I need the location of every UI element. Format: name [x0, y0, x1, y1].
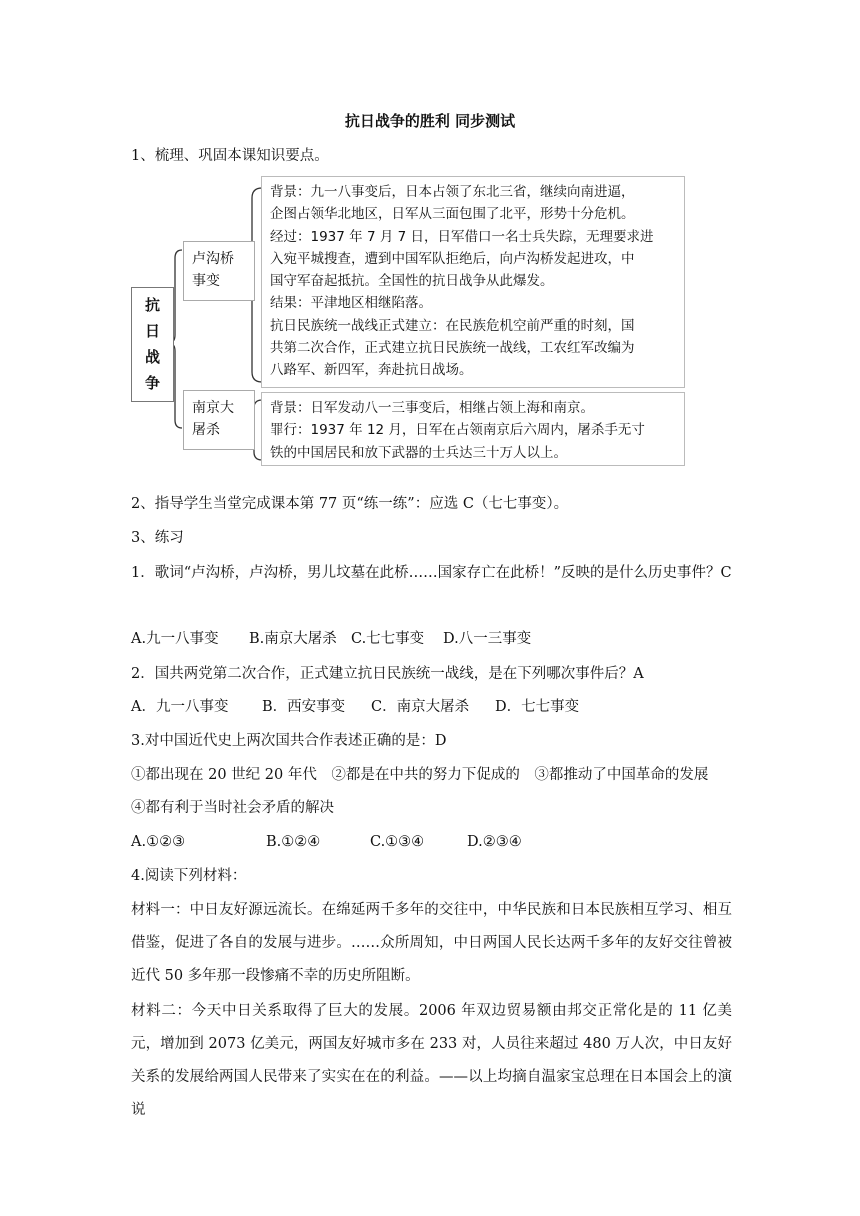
detail-line: 八路军、新四军，奔赴抗日战场。 [270, 362, 473, 379]
detail-line: 经过：1937 年 7 月 7 日，日军借口一名士兵失踪，无理要求进 [270, 228, 654, 245]
detail-line: 背景：日军发动八一三事变后，相继占领上海和南京。 [270, 400, 594, 416]
question-3-items-line-1: ①都出现在 20 世纪 20 年代 ②都是在中共的努力下促成的 ③都推动了中国革命的发展 [131, 767, 709, 783]
option-d: D.八一三事变 [443, 631, 532, 647]
root-char: 日 [144, 322, 160, 340]
option-d: D．七七事变 [495, 699, 580, 715]
question-1-options [131, 629, 531, 649]
option-b: B.南京大屠杀 [249, 631, 337, 647]
detail-line: 企图占领华北地区，日军从三面包围了北平，形势十分危机。 [270, 206, 635, 223]
option-c: C.七七事变 [351, 631, 425, 647]
branch-2-detail-box [261, 392, 685, 466]
root-box [131, 287, 174, 402]
question-3-items-line-2: ④都有利于当时社会矛盾的解决 [131, 800, 334, 816]
option-c: C.①③④ [370, 834, 425, 850]
question-4-stem: 4.阅读下列材料： [131, 868, 247, 884]
detail-line: 铁的中国居民和放下武器的士兵达三十万人以上。 [270, 444, 567, 461]
material-2: 材料二：今天中日关系取得了巨大的发展。2006 年双边贸易额由邦交正常化是的 11 亿美元，增加到 2073 亿美元，两国友好城市多在 233 对，人员往来超过 480 万人次，中日友好关系的发展给两国人民带来了实实在在的利益。——以上均摘自温家宝总理在日本国会上的演说 [131, 1003, 732, 1118]
option-a: A.九一八事变 [131, 631, 219, 647]
detail-line: 罪行：1937 年 12 月，日军在占领南京后六周内，屠杀手无寸 [270, 422, 645, 439]
option-b: B．西安事变 [262, 699, 346, 715]
branch-2-detail [270, 397, 678, 464]
branch-1-box [183, 241, 255, 301]
option-d: D.②③④ [467, 834, 522, 850]
detail-line: 结果：平津地区相继陷落。 [270, 295, 432, 312]
detail-line: 背景：九一八事变后，日本占领了东北三省，继续向南进逼， [270, 184, 635, 200]
page-title: 抗日战争的胜利 同步测试 [344, 112, 516, 130]
detail-line: 抗日民族统一战线正式建立：在民族危机空前严重的时刻，国 [270, 317, 635, 334]
branch-label-line: 屠杀 [192, 422, 220, 438]
branch-2-label [192, 397, 234, 441]
question-2-stem: 2．国共两党第二次合作，正式建立抗日民族统一战线，是在下列哪次事件后？A [131, 666, 644, 682]
branch-label-line: 卢沟桥 [192, 251, 234, 267]
branch-label-line: 事变 [192, 273, 220, 289]
section-1-heading: 1、梳理、巩固本课知识要点。 [131, 148, 329, 164]
branch-label-line: 南京大 [192, 400, 234, 416]
detail-line: 国守军奋起抵抗。全国性的抗日战争从此爆发。 [270, 273, 554, 290]
root-char: 争 [144, 374, 160, 392]
section-2-text: 2、指导学生当堂完成课本第 77 页“练一练”：应选 C（七七事变）。 [131, 496, 569, 512]
option-a: A.①②③ [131, 834, 186, 850]
material-1: 材料一：中日友好源远流长。在绵延两千多年的交往中，中华民族和日本民族相互学习、相互借鉴，促进了各自的发展与进步。……众所周知，中日两国人民长达两千多年的友好交往曾被近代 50 多年那一段惨痛不幸的历史所阻断。 [131, 902, 732, 984]
question-3-stem: 3.对中国近代史上两次国共合作表述正确的是：D [131, 733, 447, 749]
root-char: 战 [144, 348, 160, 366]
option-c: C．南京大屠杀 [371, 699, 470, 715]
question-2-options [131, 697, 579, 717]
root-char: 抗 [144, 296, 160, 314]
branch-2-box [183, 390, 255, 450]
detail-line: 共第二次合作，正式建立抗日民族统一战线，工农红军改编为 [270, 340, 635, 357]
option-a: A．九一八事变 [131, 699, 229, 715]
branch-1-detail-box [261, 176, 685, 388]
branch-1-label [192, 248, 234, 292]
branch-1-detail [270, 181, 678, 382]
detail-line: 入宛平城搜查，遭到中国军队拒绝后，向卢沟桥发起进攻，中 [270, 250, 635, 267]
option-b: B.①②④ [266, 834, 321, 850]
question-3-options [131, 832, 522, 852]
question-1-stem: 1．歌词“卢沟桥，卢沟桥，男儿坟墓在此桥……国家存亡在此桥！”反映的是什么历史事件？C [131, 565, 732, 581]
root-label [132, 292, 173, 396]
section-3-heading: 3、练习 [131, 530, 184, 546]
knowledge-diagram [0, 0, 860, 500]
